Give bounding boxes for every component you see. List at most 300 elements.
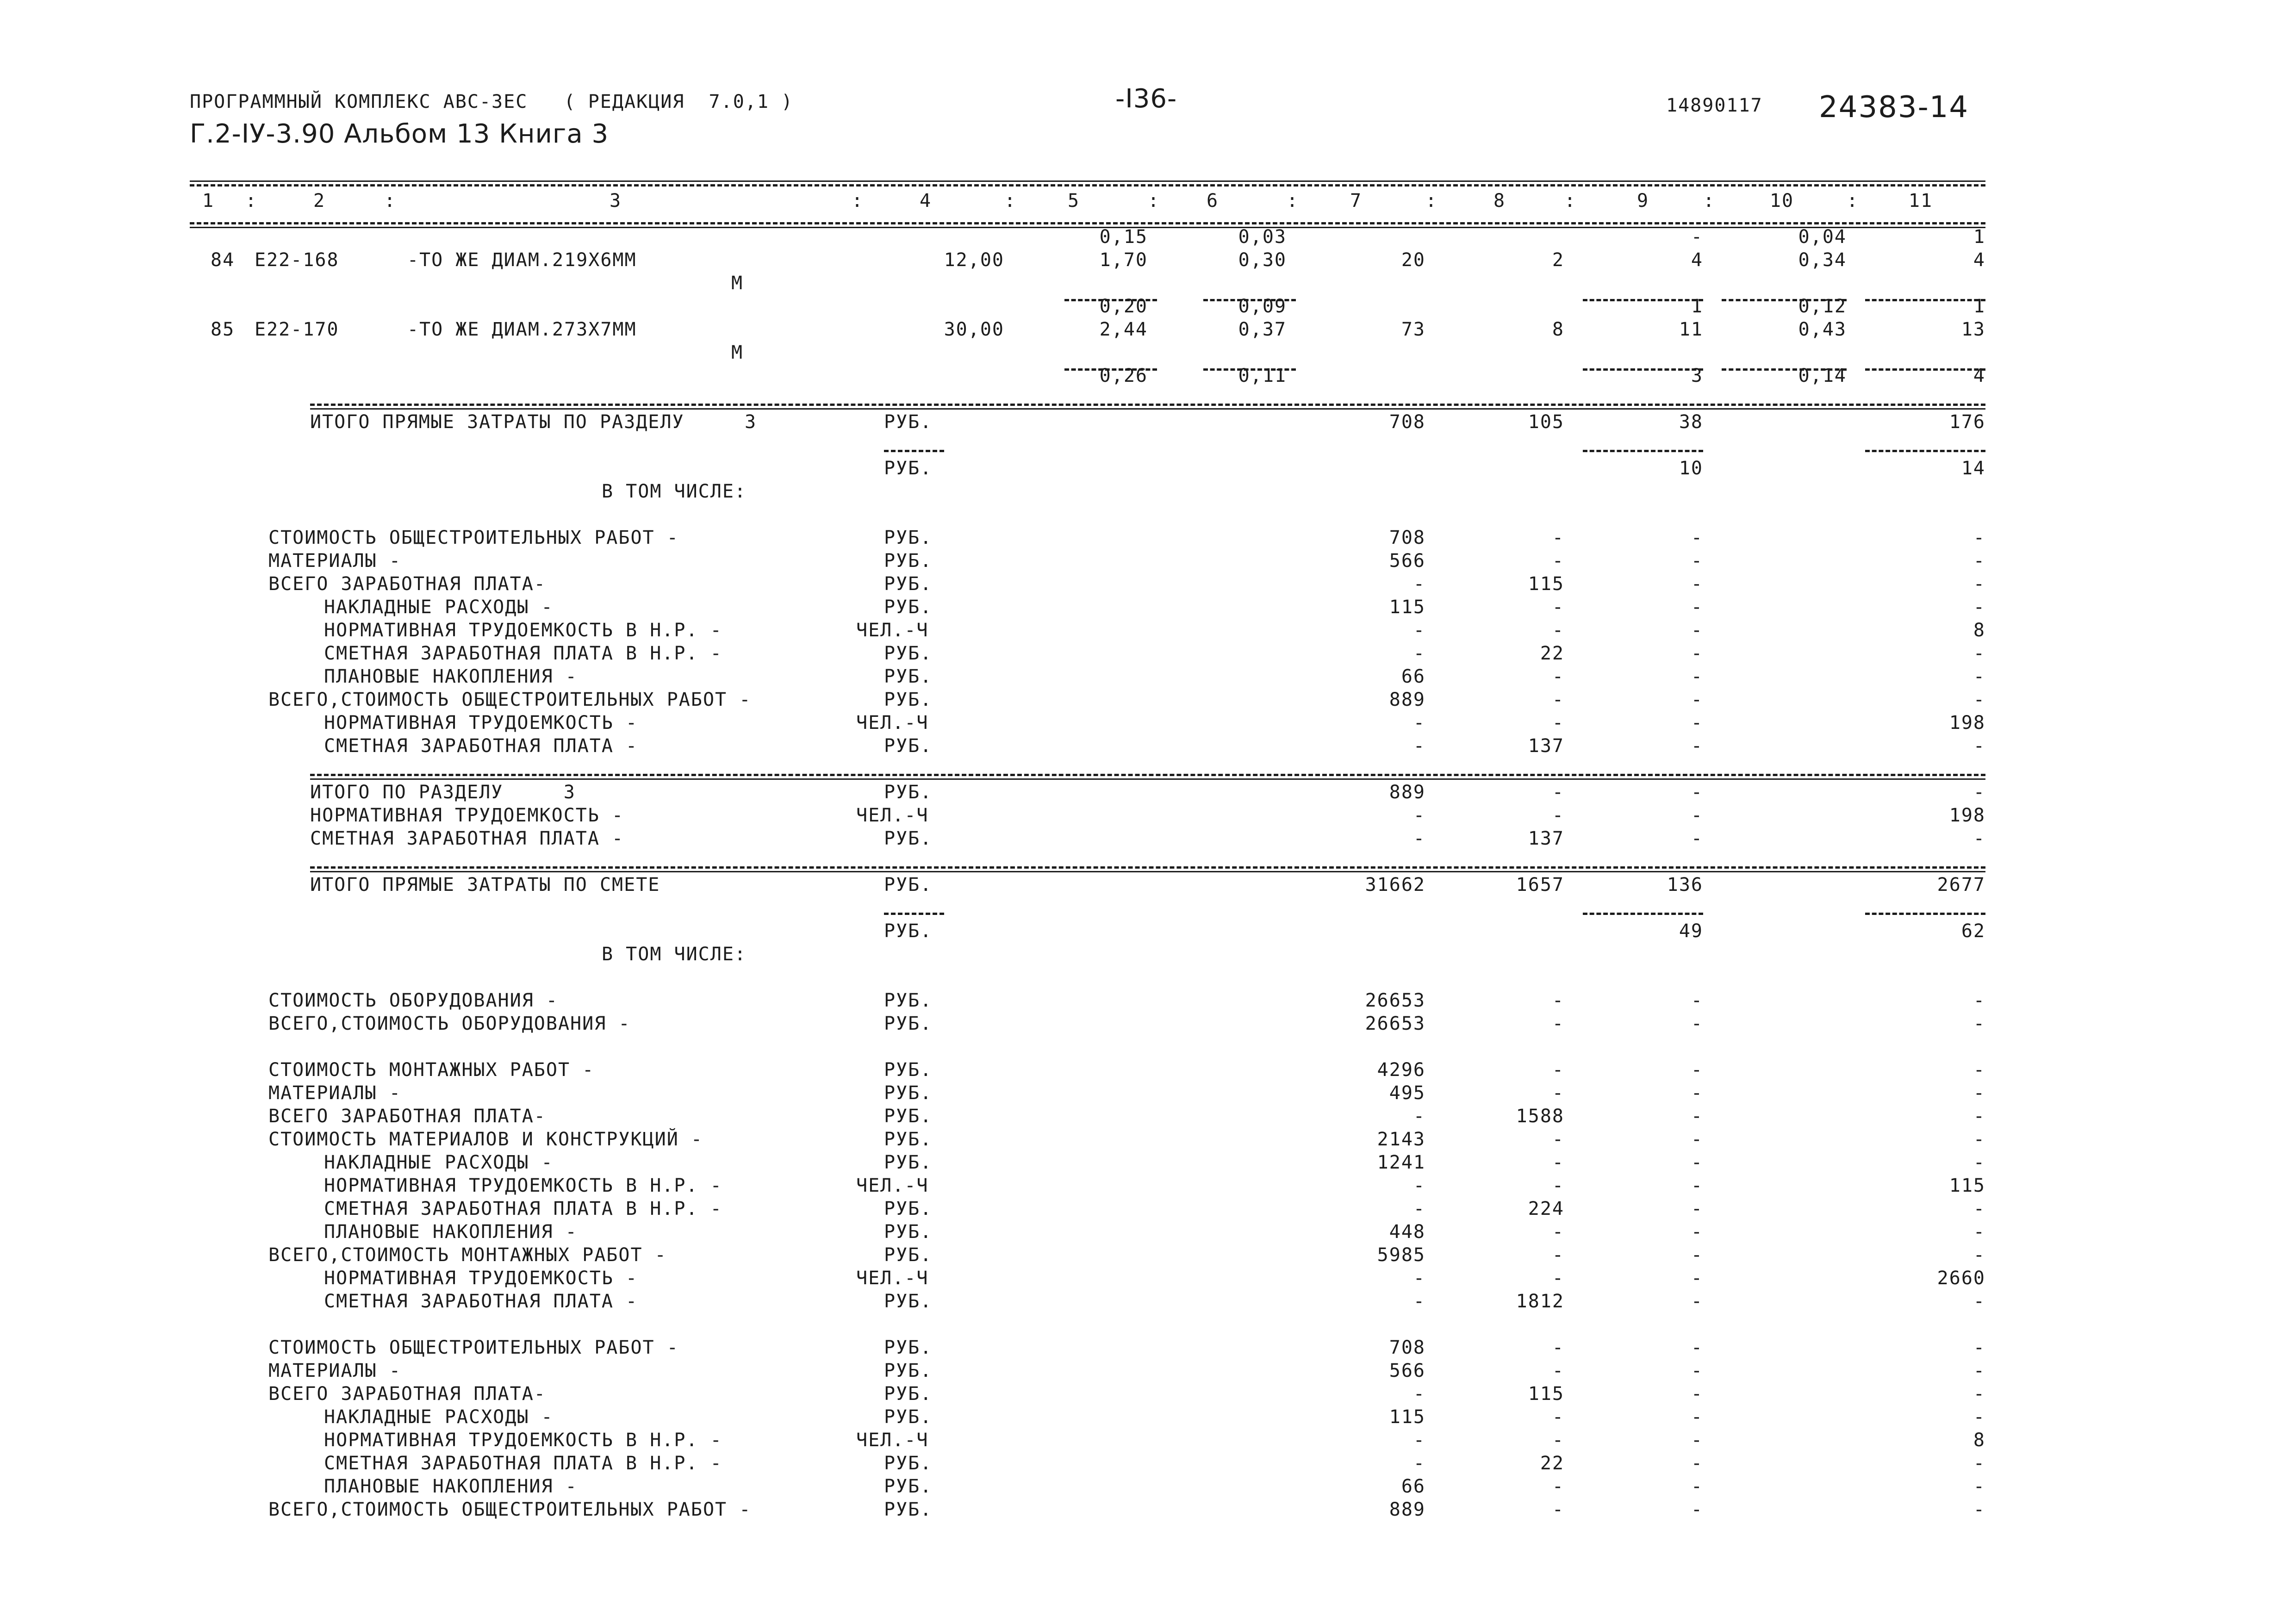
cell-c7: 73 (1401, 319, 1425, 340)
cell-c9: - (1691, 1082, 1703, 1104)
cell-c9: - (1691, 1360, 1703, 1381)
cell-c11: 2677 (1937, 874, 1985, 895)
cell-uom: РУБ. (884, 1476, 933, 1497)
cell-c7: 26653 (1365, 1013, 1425, 1034)
cell-c8: - (1552, 990, 1564, 1011)
cell-uom: РУБ. (884, 1453, 933, 1474)
cell-c11: - (1973, 597, 1985, 618)
cell-c7: 495 (1389, 1082, 1425, 1104)
cell-uom: РУБ. (884, 1221, 933, 1243)
cell-unit: М (731, 273, 744, 294)
cell-c11: 1 (1973, 226, 1985, 248)
column-separator: : (1148, 190, 1160, 211)
column-header-1: 1 (202, 190, 215, 211)
column-header-6: 6 (1206, 190, 1219, 211)
cell-c11: 4 (1973, 249, 1985, 271)
cell-c11: - (1973, 1129, 1985, 1150)
section-rule (310, 408, 1985, 410)
cell-c9: - (1691, 573, 1703, 595)
column-header-8: 8 (1493, 190, 1506, 211)
cell-c7: 20 (1401, 249, 1425, 271)
column-separator: : (1425, 190, 1438, 211)
cell-lbl-c: НОРМАТИВНАЯ ТРУДОЕМКОСТЬ В Н.Р. - (324, 1430, 722, 1451)
cell-uom: РУБ. (884, 990, 933, 1011)
page-number: -I36- (1115, 84, 1177, 114)
cell-lbl-b: СТОИМОСТЬ ОБОРУДОВАНИЯ - (268, 990, 558, 1011)
cell-uom: РУБ. (884, 527, 933, 548)
cell-c11: - (1973, 1453, 1985, 1474)
cell-c11: 14 (1961, 458, 1985, 479)
document-code: 14890117 (1666, 95, 1763, 116)
cell-c11: 198 (1949, 712, 1985, 734)
cell-c8: - (1552, 1499, 1564, 1520)
cell-c9: 49 (1679, 920, 1703, 942)
cell-c10: 0,34 (1798, 249, 1847, 271)
cell-c7: 708 (1389, 527, 1425, 548)
cell-c8: - (1552, 620, 1564, 641)
cell-lbl-c: НАКЛАДНЫЕ РАСХОДЫ - (324, 1152, 554, 1173)
cell-c9: - (1691, 1152, 1703, 1173)
cell-uom2: ЧЕЛ.-Ч (856, 620, 929, 641)
cell-lbl-b: СТОИМОСТЬ ОБЩЕСТРОИТЕЛЬНЫХ РАБОТ - (268, 1337, 679, 1358)
cell-c6: 0,11 (1238, 365, 1287, 386)
underline (1583, 913, 1703, 915)
cell-c7: 4296 (1377, 1059, 1425, 1081)
cell-c11: - (1973, 643, 1985, 664)
cell-c7: 1241 (1377, 1152, 1425, 1173)
cell-c7: - (1413, 805, 1425, 826)
cell-c9: - (1691, 990, 1703, 1011)
cell-lbl-c: НОРМАТИВНАЯ ТРУДОЕМКОСТЬ В Н.Р. - (324, 1175, 722, 1196)
cell-c9: - (1691, 1106, 1703, 1127)
rule-top-dashed (190, 184, 1985, 187)
cell-uom: РУБ. (884, 573, 933, 595)
cell-c7: - (1413, 1430, 1425, 1451)
section-rule (310, 871, 1985, 872)
cell-c7: 566 (1389, 550, 1425, 572)
column-header-5: 5 (1067, 190, 1080, 211)
cell-c9: - (1691, 1198, 1703, 1219)
cell-c11: - (1973, 1152, 1985, 1173)
section-rule (310, 404, 1985, 406)
cell-c7: 708 (1389, 411, 1425, 433)
cell-c8: - (1552, 1175, 1564, 1196)
cell-c9: - (1691, 1221, 1703, 1243)
cell-c9: - (1691, 1175, 1703, 1196)
cell-c7: - (1413, 1106, 1425, 1127)
cell-uom: РУБ. (884, 1152, 933, 1173)
cell-c9: - (1691, 1244, 1703, 1266)
cell-uom: РУБ. (884, 643, 933, 664)
cell-c11: 8 (1973, 620, 1985, 641)
cell-c8: - (1552, 1152, 1564, 1173)
cell-c8: - (1552, 1059, 1564, 1081)
column-header-4: 4 (919, 190, 932, 211)
underline (1865, 913, 1985, 915)
cell-c7: - (1413, 1175, 1425, 1196)
cell-lbl-a: НОРМАТИВНАЯ ТРУДОЕМКОСТЬ - (310, 805, 624, 826)
cell-lbl-c: СМЕТНАЯ ЗАРАБОТНАЯ ПЛАТА В Н.Р. - (324, 1453, 722, 1474)
cell-c7: 448 (1389, 1221, 1425, 1243)
cell-c9: - (1691, 550, 1703, 572)
cell-c9: - (1691, 735, 1703, 757)
cell-c9: - (1691, 1476, 1703, 1497)
cell-uom: РУБ. (884, 597, 933, 618)
cell-lbl-a: СМЕТНАЯ ЗАРАБОТНАЯ ПЛАТА - (310, 828, 624, 849)
cell-c8: 1812 (1516, 1291, 1564, 1312)
cell-c11: - (1973, 828, 1985, 849)
cell-c9: 10 (1679, 458, 1703, 479)
cell-c9: - (1691, 643, 1703, 664)
cell-c10: 0,04 (1798, 226, 1847, 248)
cell-c11: - (1973, 1383, 1985, 1405)
cell-lbl-b: ВСЕГО,СТОИМОСТЬ ОБОРУДОВАНИЯ - (268, 1013, 631, 1034)
section-rule (310, 774, 1985, 776)
cell-c8: - (1552, 527, 1564, 548)
cell-uom: РУБ. (884, 458, 933, 479)
column-separator: : (1847, 190, 1859, 211)
cell-uom: РУБ. (884, 874, 933, 895)
cell-c9: - (1691, 597, 1703, 618)
underline (1865, 299, 1985, 301)
cell-uom: РУБ. (884, 1059, 933, 1081)
cell-uom: РУБ. (884, 828, 933, 849)
column-separator: : (384, 190, 397, 211)
cell-c8: 2 (1552, 249, 1564, 271)
cell-lbl-c: НОРМАТИВНАЯ ТРУДОЕМКОСТЬ - (324, 1268, 638, 1289)
cell-c8: - (1552, 782, 1564, 803)
cell-lbl-b: ВСЕГО,СТОИМОСТЬ ОБЩЕСТРОИТЕЛЬНЫХ РАБОТ - (268, 689, 752, 710)
cell-c9: - (1691, 689, 1703, 710)
column-header-11: 11 (1908, 190, 1933, 211)
cell-c8: - (1552, 550, 1564, 572)
cell-c11: 198 (1949, 805, 1985, 826)
underline (1064, 299, 1157, 301)
cell-c7: 115 (1389, 597, 1425, 618)
cell-c11: - (1973, 1291, 1985, 1312)
cell-unit: М (731, 342, 744, 363)
cell-code: Е22-168 (255, 249, 339, 271)
cell-c11: 1 (1973, 296, 1985, 317)
cell-num: 84 (211, 249, 235, 271)
cell-uom: РУБ. (884, 550, 933, 572)
cell-c7: 66 (1401, 666, 1425, 687)
cell-lbl-c: НАКЛАДНЫЕ РАСХОДЫ - (324, 597, 554, 618)
cell-c11: - (1973, 666, 1985, 687)
cell-uom: РУБ. (884, 1383, 933, 1405)
cell-c8: - (1552, 597, 1564, 618)
cell-c9: - (1691, 1268, 1703, 1289)
column-header-9: 9 (1636, 190, 1649, 211)
column-separator: : (245, 190, 258, 211)
cell-c7: - (1413, 1268, 1425, 1289)
cell-c9: 38 (1679, 411, 1703, 433)
cell-lbl-b: СТОИМОСТЬ МАТЕРИАЛОВ И КОНСТРУКЦИЙ - (268, 1129, 703, 1150)
cell-uom2: ЧЕЛ.-Ч (856, 805, 929, 826)
column-separator: : (1703, 190, 1716, 211)
cell-lbl-a: ИТОГО ПРЯМЫЕ ЗАТРАТЫ ПО СМЕТЕ (310, 874, 660, 895)
cell-c8: 22 (1540, 643, 1564, 664)
rule-top (190, 180, 1985, 182)
cell-c7: 26653 (1365, 990, 1425, 1011)
cell-c7: 708 (1389, 1337, 1425, 1358)
cell-uom: РУБ. (884, 1244, 933, 1266)
cell-c9: - (1691, 1013, 1703, 1034)
cell-c11: - (1973, 1082, 1985, 1104)
cell-c11: - (1973, 1198, 1985, 1219)
cell-c11: 8 (1973, 1430, 1985, 1451)
cell-c9: - (1691, 1291, 1703, 1312)
cell-c9: - (1691, 1499, 1703, 1520)
cell-c8: - (1552, 1406, 1564, 1428)
cell-lbl-c: ПЛАНОВЫЕ НАКОПЛЕНИЯ - (324, 1476, 578, 1497)
cell-lbl-b: ВСЕГО,СТОИМОСТЬ ОБЩЕСТРОИТЕЛЬНЫХ РАБОТ - (268, 1499, 752, 1520)
cell-c9: - (1691, 712, 1703, 734)
cell-lbl-b: МАТЕРИАЛЫ - (268, 1082, 401, 1104)
cell-lbl-b: ВСЕГО,СТОИМОСТЬ МОНТАЖНЫХ РАБОТ - (268, 1244, 667, 1266)
cell-c8: 224 (1528, 1198, 1564, 1219)
cell-uom: РУБ. (884, 1106, 933, 1127)
program-title: ПРОГРАММНЫЙ КОМПЛЕКС АВС-3ЕС ( РЕДАКЦИЯ 7.0,1 ) (190, 91, 794, 112)
cell-c6: 0,03 (1238, 226, 1287, 248)
cell-c8: - (1552, 1221, 1564, 1243)
cell-c8: 1657 (1516, 874, 1564, 895)
cell-c9: - (1691, 1406, 1703, 1428)
cell-uom: РУБ. (884, 666, 933, 687)
cell-c11: - (1973, 1337, 1985, 1358)
cell-lbl-a: ИТОГО ПО РАЗДЕЛУ 3 (310, 782, 576, 803)
cell-c8: 137 (1528, 828, 1564, 849)
underline (1722, 299, 1847, 301)
cell-c11: 4 (1973, 365, 1985, 386)
cell-c5: 0,15 (1099, 226, 1148, 248)
cell-c8: - (1552, 1082, 1564, 1104)
underline (1722, 368, 1847, 371)
cell-uom: РУБ. (884, 782, 933, 803)
cell-uom: РУБ. (884, 1499, 933, 1520)
cell-c9: 136 (1667, 874, 1703, 895)
cell-c8: 1588 (1516, 1106, 1564, 1127)
cell-c7: - (1413, 735, 1425, 757)
cell-c9: - (1691, 1453, 1703, 1474)
cell-uom: РУБ. (884, 411, 933, 433)
cell-lbl-c: НОРМАТИВНАЯ ТРУДОЕМКОСТЬ В Н.Р. - (324, 620, 722, 641)
cell-lbl-b: ВСЕГО ЗАРАБОТНАЯ ПЛАТА- (268, 1106, 546, 1127)
cell-c8: - (1552, 1244, 1564, 1266)
cell-c10: 0,14 (1798, 365, 1847, 386)
cell-c8: 115 (1528, 1383, 1564, 1405)
cell-c7: 66 (1401, 1476, 1425, 1497)
underline (884, 450, 944, 452)
cell-uom: РУБ. (884, 1406, 933, 1428)
column-header-7: 7 (1350, 190, 1363, 211)
cell-c11: 13 (1961, 319, 1985, 340)
cell-c7: - (1413, 643, 1425, 664)
cell-lbl-c: ПЛАНОВЫЕ НАКОПЛЕНИЯ - (324, 1221, 578, 1243)
cell-c8: 115 (1528, 573, 1564, 595)
cell-c9: - (1691, 805, 1703, 826)
cell-c9: - (1691, 620, 1703, 641)
cell-c9: - (1691, 1383, 1703, 1405)
cell-uom2: ЧЕЛ.-Ч (856, 1268, 929, 1289)
cell-c11: - (1973, 527, 1985, 548)
underline (1064, 368, 1157, 371)
column-separator: : (1287, 190, 1299, 211)
cell-c11: - (1973, 573, 1985, 595)
cell-c11: - (1973, 689, 1985, 710)
cell-lbl-c: НАКЛАДНЫЕ РАСХОДЫ - (324, 1406, 554, 1428)
cell-c8: 105 (1528, 411, 1564, 433)
column-separator: : (852, 190, 864, 211)
cell-lbl-b: ВСЕГО ЗАРАБОТНАЯ ПЛАТА- (268, 573, 546, 595)
cell-uom: РУБ. (884, 1129, 933, 1150)
underline (1583, 368, 1703, 371)
cell-name: -ТО ЖЕ ДИАМ.219Х6ММ (407, 249, 637, 271)
cell-c8: - (1552, 1268, 1564, 1289)
cell-c7: 2143 (1377, 1129, 1425, 1150)
column-header-10: 10 (1769, 190, 1794, 211)
cell-c7: 889 (1389, 689, 1425, 710)
rule-under-header (190, 222, 1985, 224)
cell-c8: - (1552, 666, 1564, 687)
cell-c6: 0,37 (1238, 319, 1287, 340)
cell-c8: - (1552, 1430, 1564, 1451)
cell-c11: - (1973, 1106, 1985, 1127)
cell-lbl-b: СТОИМОСТЬ МОНТАЖНЫХ РАБОТ - (268, 1059, 595, 1081)
cell-c7: 31662 (1365, 874, 1425, 895)
cell-c9: 11 (1679, 319, 1703, 340)
cell-name: -ТО ЖЕ ДИАМ.273Х7ММ (407, 319, 637, 340)
cell-lbl-c: СМЕТНАЯ ЗАРАБОТНАЯ ПЛАТА В Н.Р. - (324, 643, 722, 664)
cell-c11: - (1973, 782, 1985, 803)
cell-c7: 889 (1389, 1499, 1425, 1520)
cell-c8: 8 (1552, 319, 1564, 340)
cell-c11: - (1973, 1499, 1985, 1520)
underline (1583, 450, 1703, 452)
cell-lbl-a: ИТОГО ПРЯМЫЕ ЗАТРАТЫ ПО РАЗДЕЛУ 3 (310, 411, 757, 433)
cell-c7: - (1413, 712, 1425, 734)
underline (1203, 368, 1296, 371)
column-header-3: 3 (609, 190, 622, 211)
cell-lbl-b: ВСЕГО ЗАРАБОТНАЯ ПЛАТА- (268, 1383, 546, 1405)
cell-c8: - (1552, 1360, 1564, 1381)
cell-c9: - (1691, 1337, 1703, 1358)
cell-c9: - (1691, 226, 1703, 248)
cell-c8: 22 (1540, 1453, 1564, 1474)
cell-c5: 0,20 (1099, 296, 1148, 317)
underline (884, 913, 944, 915)
section-rule (310, 866, 1985, 869)
cell-c8: - (1552, 805, 1564, 826)
document-number: 24383-14 (1819, 90, 1969, 124)
cell-uom2: ЧЕЛ.-Ч (856, 1430, 929, 1451)
column-header-2: 2 (313, 190, 326, 211)
cell-c8: - (1552, 1129, 1564, 1150)
cell-c7: - (1413, 1383, 1425, 1405)
cell-c7: - (1413, 1291, 1425, 1312)
cell-c6: 0,09 (1238, 296, 1287, 317)
cell-lbl-c: ПЛАНОВЫЕ НАКОПЛЕНИЯ - (324, 666, 578, 687)
cell-c7: - (1413, 573, 1425, 595)
cell-lbl-c: НОРМАТИВНАЯ ТРУДОЕМКОСТЬ - (324, 712, 638, 734)
underline (1865, 368, 1985, 371)
cell-uom: РУБ. (884, 920, 933, 942)
cell-c5: 1,70 (1099, 249, 1148, 271)
cell-c11: - (1973, 1013, 1985, 1034)
cell-c7: - (1413, 1198, 1425, 1219)
cell-lbl-c: СМЕТНАЯ ЗАРАБОТНАЯ ПЛАТА - (324, 735, 638, 757)
cell-c11: 62 (1961, 920, 1985, 942)
cell-uom: РУБ. (884, 1082, 933, 1104)
column-separator: : (1564, 190, 1577, 211)
cell-c9: - (1691, 527, 1703, 548)
cell-c11: 2660 (1937, 1268, 1985, 1289)
cell-lbl-b: МАТЕРИАЛЫ - (268, 550, 401, 572)
cell-c6: 0,30 (1238, 249, 1287, 271)
cell-c11: - (1973, 990, 1985, 1011)
album-reference: Г.2-IУ-3.90 Альбом 13 Книга 3 (190, 119, 609, 149)
cell-c11: - (1973, 1476, 1985, 1497)
cell-c11: 115 (1949, 1175, 1985, 1196)
cell-c7: - (1413, 1453, 1425, 1474)
rule-under-header-2 (190, 227, 1985, 228)
cell-c8: 137 (1528, 735, 1564, 757)
cell-lbl-c: СМЕТНАЯ ЗАРАБОТНАЯ ПЛАТА В Н.Р. - (324, 1198, 722, 1219)
cell-lbl-b: МАТЕРИАЛЫ - (268, 1360, 401, 1381)
cell-c11: - (1973, 1221, 1985, 1243)
cell-c11: 176 (1949, 411, 1985, 433)
cell-c5: 0,26 (1099, 365, 1148, 386)
cell-c8: - (1552, 1476, 1564, 1497)
cell-c8: - (1552, 1337, 1564, 1358)
column-separator: : (1004, 190, 1017, 211)
cell-uom: РУБ. (884, 1337, 933, 1358)
cell-code: Е22-170 (255, 319, 339, 340)
cell-c9: - (1691, 1430, 1703, 1451)
cell-c8: - (1552, 689, 1564, 710)
underline (1583, 299, 1703, 301)
cell-c10: 0,12 (1798, 296, 1847, 317)
cell-c7: - (1413, 620, 1425, 641)
cell-c4: 30,00 (944, 319, 1004, 340)
cell-c9: 4 (1691, 249, 1703, 271)
cell-uom: РУБ. (884, 1013, 933, 1034)
cell-c7: 566 (1389, 1360, 1425, 1381)
cell-uom2: ЧЕЛ.-Ч (856, 1175, 929, 1196)
cell-lbl-b: СТОИМОСТЬ ОБЩЕСТРОИТЕЛЬНЫХ РАБОТ - (268, 527, 679, 548)
underline (1203, 299, 1296, 301)
cell-c9: 3 (1691, 365, 1703, 386)
cell-c4: 12,00 (944, 249, 1004, 271)
cell-lbl-sub: В ТОМ ЧИСЛЕ: (602, 944, 747, 965)
cell-lbl-c: СМЕТНАЯ ЗАРАБОТНАЯ ПЛАТА - (324, 1291, 638, 1312)
cell-uom: РУБ. (884, 689, 933, 710)
cell-c7: - (1413, 828, 1425, 849)
cell-num: 85 (211, 319, 235, 340)
section-rule (310, 778, 1985, 780)
cell-c9: - (1691, 666, 1703, 687)
cell-c11: - (1973, 550, 1985, 572)
underline (1865, 450, 1985, 452)
cell-uom: РУБ. (884, 1291, 933, 1312)
cell-c11: - (1973, 1360, 1985, 1381)
cell-c9: 1 (1691, 296, 1703, 317)
cell-c9: - (1691, 782, 1703, 803)
cell-c8: - (1552, 712, 1564, 734)
cell-c7: 115 (1389, 1406, 1425, 1428)
cell-c10: 0,43 (1798, 319, 1847, 340)
cell-c8: - (1552, 1013, 1564, 1034)
